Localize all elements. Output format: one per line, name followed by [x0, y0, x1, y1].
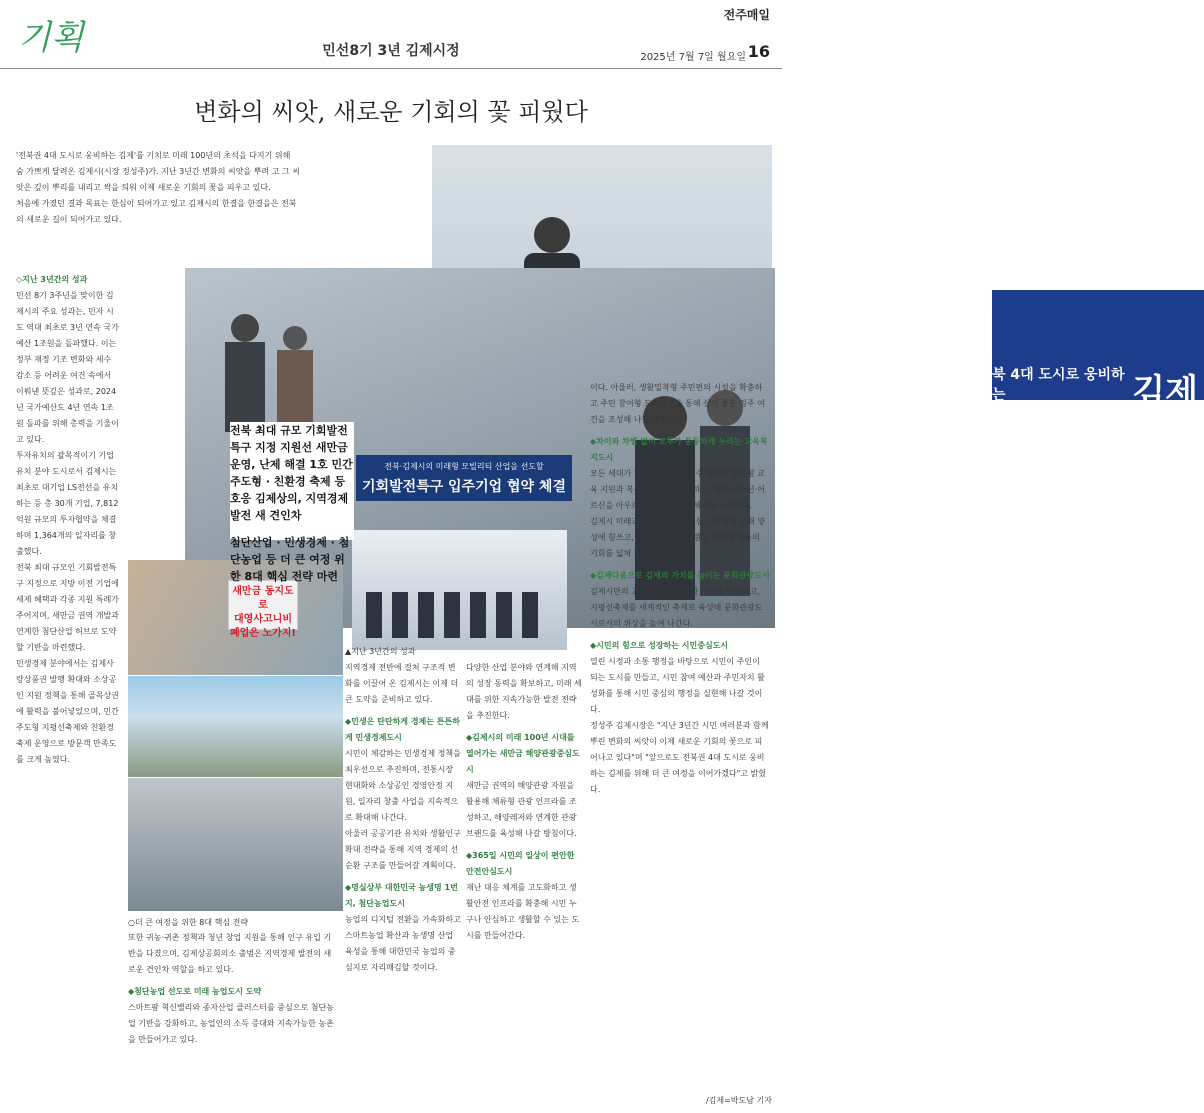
event-board [356, 455, 572, 501]
body-paragraph: 지역경제 전반에 걸쳐 구조적 변화를 이끌어 온 김제시는 이제 더 큰 도약을 준비하고 있다. [345, 663, 459, 704]
section-subheading: ◆시민의 힘으로 성장하는 시민중심도시 [590, 641, 729, 650]
lede-line: 처음에 가졌던 결과 목표는 한심이 되어가고 있고 김제시의 한결을 한결을은 전북 [16, 199, 297, 208]
lede-line: 앗은 깊이 뿌리를 내리고 싹을 틔워 이제 새로운 기회의 꽃을 피우고 있다. [16, 183, 271, 192]
photo-caption: ▲지난 3년간의 성과 [345, 647, 416, 656]
series-title: 민선8기 3년 김제시정 [322, 43, 460, 59]
banner-text: 북 4대 도시로 웅비하는 [992, 367, 1125, 403]
section-mark: 기획 [18, 18, 84, 58]
signing-group-silhouette [352, 530, 567, 650]
body-paragraph: 모든 세대가 함께 기회를 누릴 수 있도록 맞춤형 교육 지원과 복지 서비스를 강화하고, 아동·청소년·어르신을 아우르는 촘촘한 돌봄 체계를 구축한다. [590, 469, 765, 510]
body-paragraph: 아울러 공공기관 유치와 생활인구 확대 전략을 통해 지역 경제의 선순환 구조를 만들어갈 계획이다. [345, 829, 461, 870]
section-subheading: ◆김제다움으로 김제의 가치를 높이는 문화관광도시 [590, 571, 770, 580]
banner-logo: 김제 [1132, 372, 1198, 412]
body-paragraph: 열린 시정과 소통 행정을 바탕으로 시민이 주인이 되는 도시를 만들고, 시민 참여 예산과 주민자치 활성화를 통해 시민 중심의 행정을 실현해 나갈 것이다. [590, 657, 765, 714]
section-subheading: ◆365일 시민의 일상이 편안한 안전안심도시 [466, 851, 575, 876]
page-header [0, 0, 782, 69]
facility-photo [128, 676, 343, 777]
protest-sign [228, 580, 298, 639]
body-paragraph: 민선 8기 3주년을 맞이한 김제시의 주요 성과는, 민자 시도 역대 최초로 3년 연속 국가예산 1조원을 돌파했다. 이는 정부 재정 기조 변화와 세수 감소 등 어려운 여건 속에서 이뤄낸 뜻깊은 성과로, 2024년 국가예산도 4년 연속 1조원 돌파를 위해 총력을 기울이고 있다. [16, 291, 119, 444]
body-paragraph: 정성주 김제시장은 "지난 3년간 시민 여러분과 함께 뿌린 변화의 씨앗이 이제 새로운 기회의 꽃으로 피어나고 있다"며 "앞으로도 전북권 4대 도시로 웅비하는 김제를 위해 더 큰 여정을 이어가겠다"고 밝혔다. [590, 721, 769, 794]
section-subheading: ◆민생은 탄탄하게 경제는 튼튼하게 민생경제도시 [345, 717, 460, 742]
pull-quote [230, 422, 354, 583]
article-column-1 [16, 266, 120, 768]
pull-quote-text: 전북 최대 규모 기회발전특구 지정 지원선 새만금 운영, 난제 해결 1호 민간 주도형 · 친환경 축제 등 호응 김제상의, 지역경제발전 새 견인차 [230, 424, 353, 522]
stage-banner [992, 290, 1204, 412]
photo-caption: ○더 큰 여정을 위한 8대 핵심 전략 [128, 918, 249, 927]
body-paragraph: 이다. 아울러, 생활밀착형 주민편의 시설을 확충하고 주민 참여형 도시재생을 통해 살기 좋은 정주 여건을 조성해 나갈 계획이다. [590, 383, 765, 424]
body-paragraph: 시민이 체감하는 민생경제 정책을 최우선으로 추진하며, 전통시장 현대화와 소상공인 경영안정 지원, 일자리 창출 사업을 지속적으로 확대해 나간다. [345, 749, 461, 822]
lede-line: 의 새로운 길이 되어가고 있다. [16, 215, 122, 224]
section-subheading: ◆명실상부 대한민국 농생명 1번지, 첨단농업도시 [345, 883, 458, 908]
sign-line: 대영사고니비 [234, 614, 292, 625]
section-subheading: ◆차이와 차별 없이 모두가 동등하게 누리는 교육복지도시 [590, 437, 768, 462]
body-paragraph: 다양한 산업 분야와 연계해 지역의 성장 동력을 확보하고, 미래 세대를 위한 지속가능한 발전 전략을 추진한다. [466, 663, 582, 720]
sign-line: 폐업은 노가지! [229, 628, 296, 639]
field-visit-photo [128, 778, 343, 911]
body-paragraph: 또한 귀농·귀촌 정책과 청년 창업 지원을 통해 인구 유입 기반을 다졌으며, 김제상공회의소 출범은 지역경제 발전의 새로운 견인차 역할을 하고 있다. [128, 933, 332, 974]
lede [16, 148, 434, 228]
body-paragraph: 김제시 미래교육지원센터를 중심으로 지역 인재 양성에 힘쓰고, 평생학습 프로그램을 확대해 배움의 기회를 넓혀 나갈 예정이다. [590, 517, 766, 558]
body-paragraph: 재난 대응 체계를 고도화하고 생활안전 인프라를 확충해 시민 누구나 안심하고 생활할 수 있는 도시를 만들어간다. [466, 883, 580, 940]
body-paragraph: 농업의 디지털 전환을 가속화하고 스마트농업 확산과 농생명 산업 육성을 통해 대한민국 농업의 중심지로 자리매김할 것이다. [345, 915, 461, 972]
agreement-signing-photo [352, 530, 567, 650]
article-column-3 [345, 660, 463, 976]
article-column-4 [466, 660, 584, 944]
section-subheading: ◆첨단농업 선도로 미래 농업도시 도약 [128, 987, 262, 996]
article-column-5 [590, 380, 770, 798]
event-board-subtitle: 전북·김제시의 미래형 모빌리티 산업을 선도할 [384, 462, 544, 471]
lede-line: 숨 가쁘게 달려온 김제시(시장 정성주)가. 지난 3년간 변화의 씨앗을 뿌려 고 그 씨 [16, 167, 300, 176]
paper-name: 전주매일 [723, 8, 770, 22]
section-subheading: ◇지난 3년간의 성과 [16, 275, 88, 284]
body-paragraph: 민생경제 분야에서는 김제사랑상품권 발행 확대와 소상공인 지원 정책을 통해 골목상권에 활력을 불어넣었으며, 민간 주도형 지평선축제와 친환경 축제 운영으로 방문객 만족도를 크게 높였다. [16, 659, 119, 764]
page-title: 변화의 씨앗, 새로운 기회의 꽃 피웠다 [194, 98, 588, 126]
body-paragraph: 스마트팜 혁신밸리와 종자산업 클러스터를 중심으로 첨단농업 기반을 강화하고, 농업인의 소득 증대와 지속가능한 농촌을 만들어가고 있다. [128, 1003, 334, 1044]
page-number: 16 [747, 42, 770, 61]
event-board-title: 기회발전특구 입주기업 협약 체결 [362, 479, 566, 495]
body-paragraph: 새만금 권역의 해양관광 자원을 활용해 체류형 관광 인프라를 조성하고, 해양레저와 연계한 관광 브랜드를 육성해 나갈 방침이다. [466, 781, 577, 838]
body-paragraph: 전북 최대 규모인 기회발전특구 지정으로 지방 이전 기업에 세제 혜택과 각종 지원 특례가 주어지며, 새만금 권역 개발과 연계한 첨단산업 허브로 도약할 기반을 마련했다. [16, 563, 119, 652]
issue-date: 2025년 7월 7일 월요일 [640, 52, 746, 63]
body-paragraph: 투자유치의 괄목적이기 기업유치 분야 도시로서 김제시는 최초로 대기업 LS전선을 유치하는 등 총 30개 기업, 7,812억원 규모의 투자협약을 체결하며 1,364개의 일자리를 창출했다. [16, 451, 119, 556]
lede-line: '전북권 4대 도시로 웅비하는 김제'를 기치로 미래 100년의 초석을 다지기 위해 [16, 151, 291, 160]
body-paragraph: 김제시만의 고유한 역사와 문화 자원을 발굴하고, 지평선축제를 세계적인 축제로 육성해 문화관광도시로서의 위상을 높여 나간다. [590, 587, 763, 628]
section-subheading: ◆김제시의 미래 100년 시대를 열어가는 새만금 해양관광중심도시 [466, 733, 580, 774]
byline: /김제=박도남 기자 [705, 1096, 772, 1105]
article-column-2 [128, 930, 338, 1048]
pull-quote-text: 첨단산업 · 민생경제 · 첨단농업 등 더 큰 여정 위한 8대 핵심 전략 마련 [230, 536, 350, 583]
sign-line: 새만금 동지도로 [232, 586, 294, 611]
